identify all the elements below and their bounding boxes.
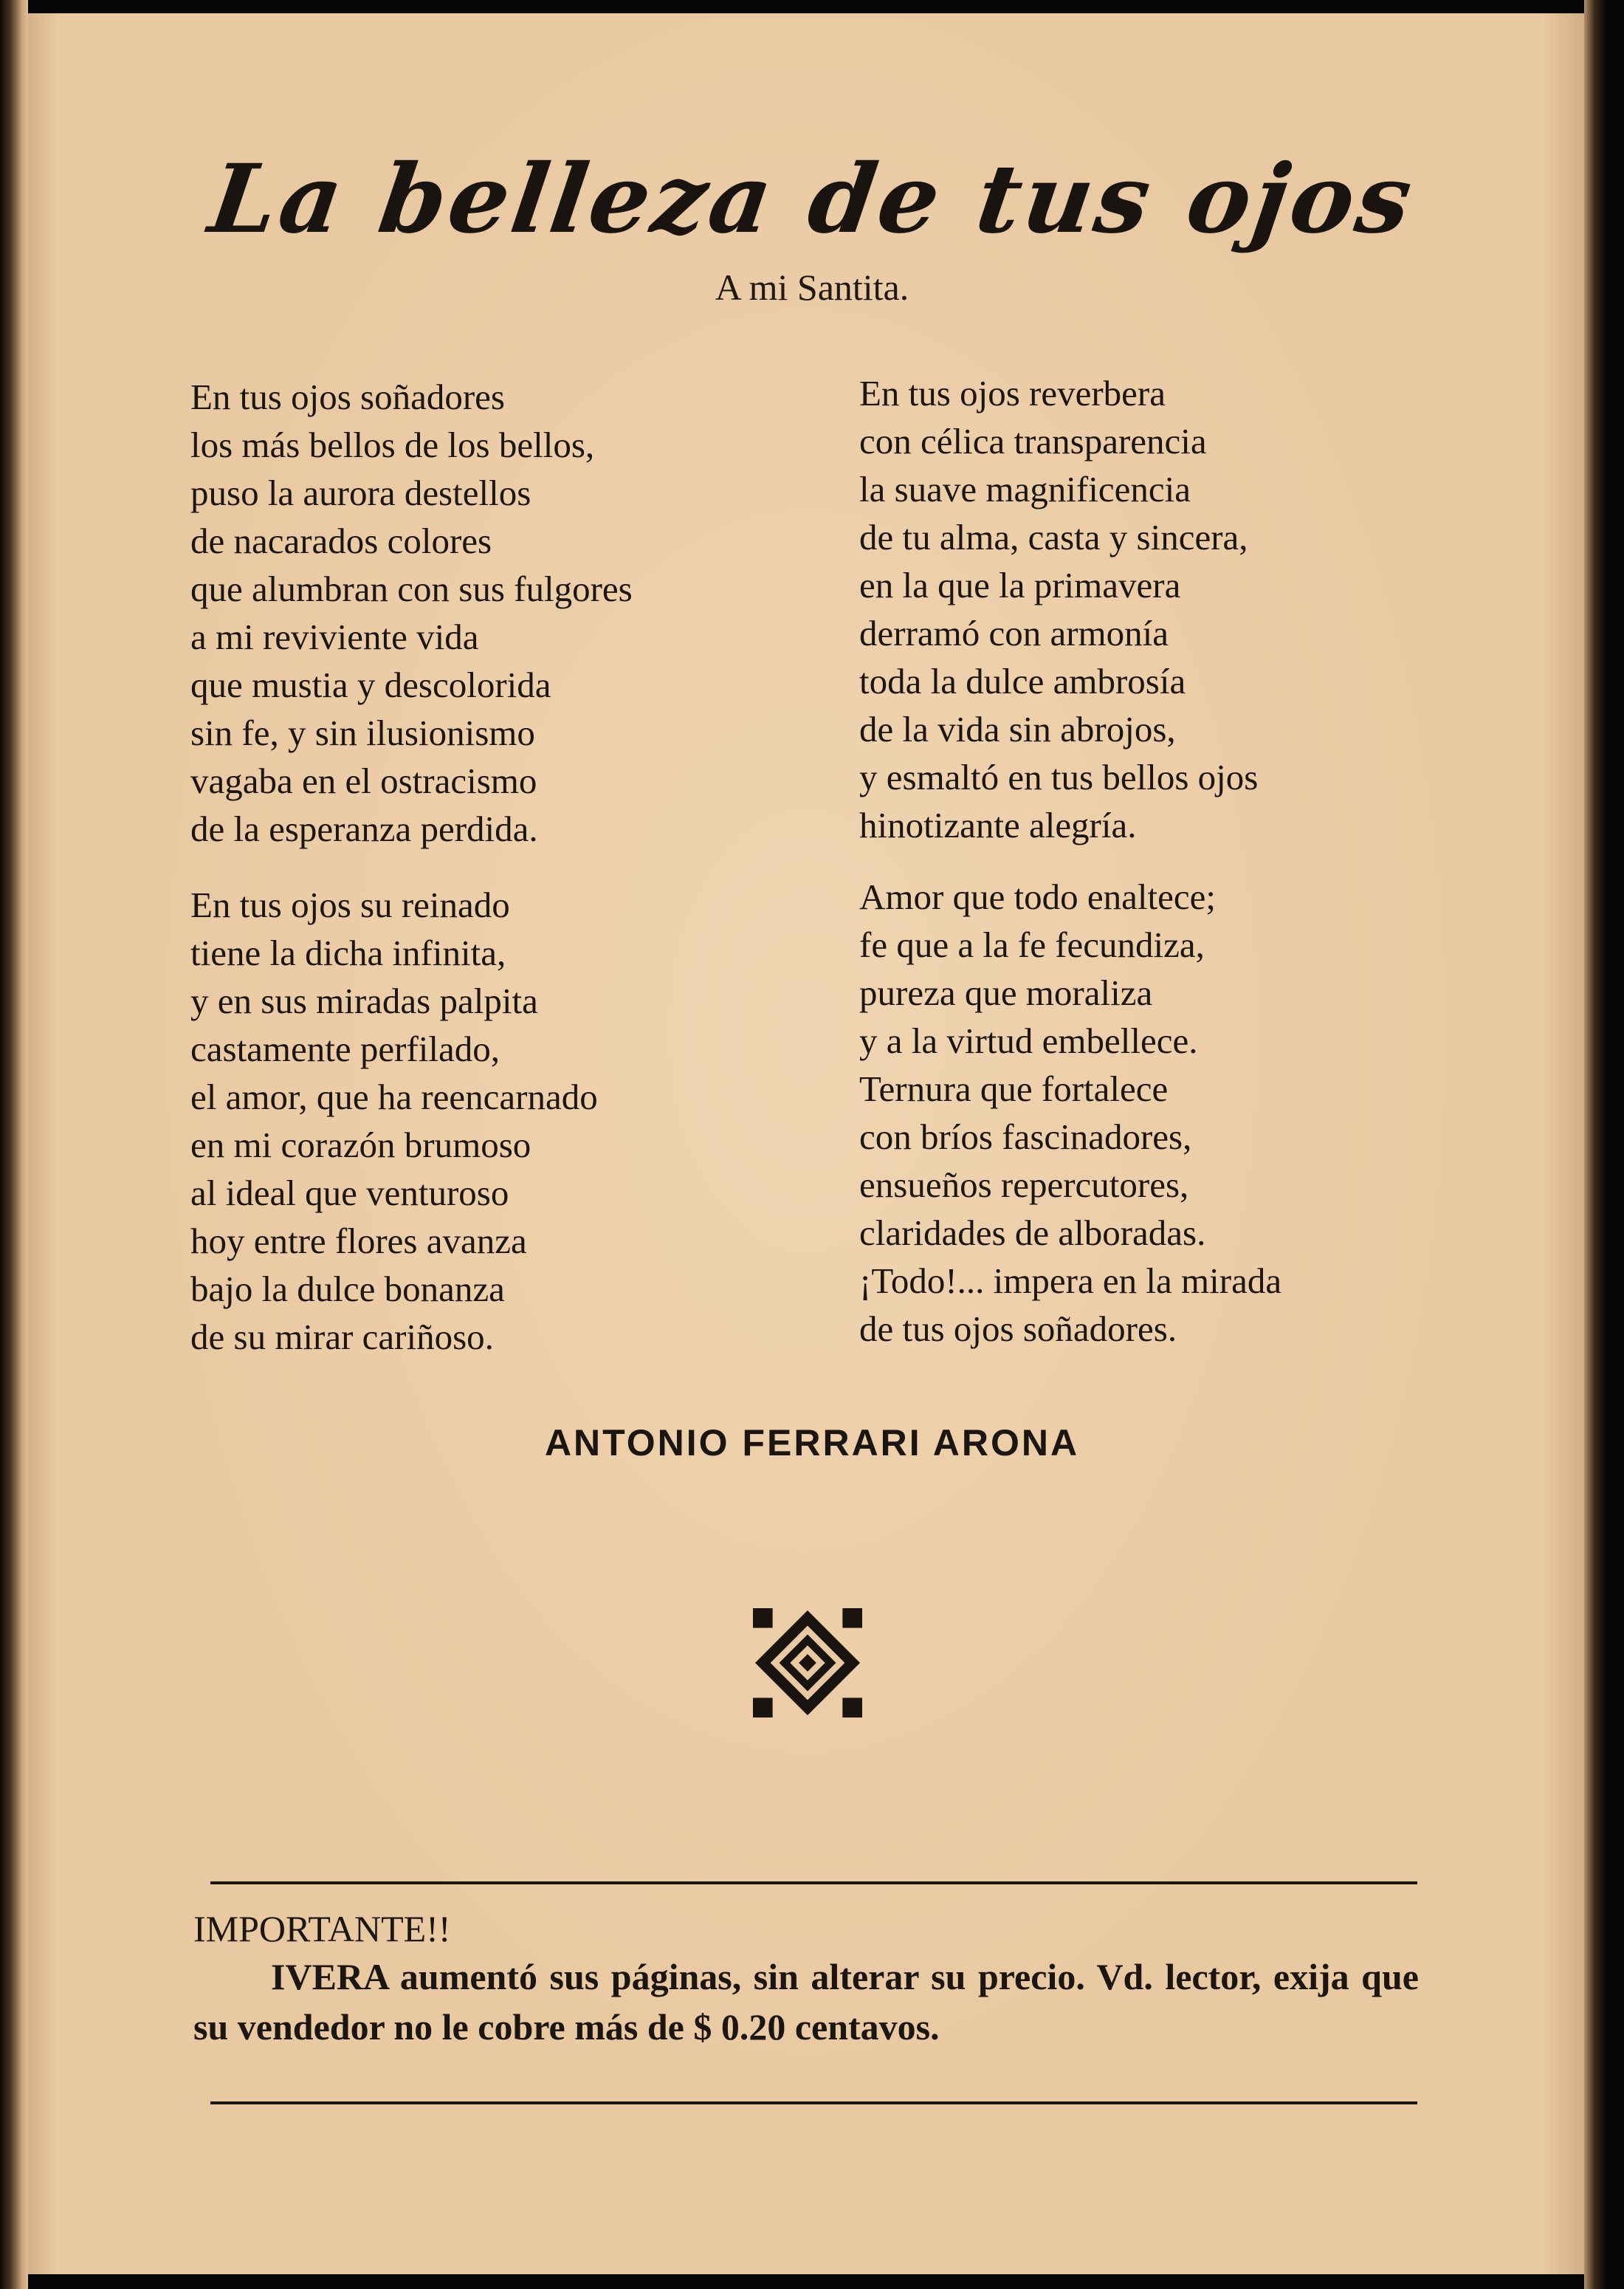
poem-line: castamente perfilado,	[190, 1029, 500, 1069]
poem-line: y a la virtud embellece.	[859, 1020, 1198, 1061]
poem-line: y en sus miradas palpita	[190, 981, 538, 1021]
poem-line: En tus ojos soñadores	[190, 377, 505, 417]
poem-line: ¡Todo!... impera en la mirada	[859, 1260, 1282, 1301]
divider-bottom	[210, 2101, 1417, 2104]
poem-line: con bríos fascinadores,	[859, 1116, 1192, 1157]
diamond-ornament-icon	[753, 1608, 862, 1717]
notice-text: IVERA aumentó sus páginas, sin alterar su precio. Vd. lector, exija que su vendedor no le cobre más de $ 0.20 centavos.	[193, 1956, 1419, 2048]
poem-line: de la vida sin abrojos,	[859, 709, 1176, 749]
poem-line: a mi reviviente vida	[190, 617, 479, 657]
poem-line: toda la dulce ambrosía	[859, 661, 1186, 701]
poem-line: los más bellos de los bellos,	[190, 425, 595, 465]
poem-line: puso la aurora destellos	[190, 473, 531, 513]
poem-line: En tus ojos reverbera	[859, 373, 1166, 413]
poem-line: ensueños repercutores,	[859, 1164, 1189, 1205]
notice-heading: IMPORTANTE!!	[193, 1908, 451, 1949]
poem-line: Ternura que fortalece	[859, 1068, 1169, 1109]
poem-line: hoy entre flores avanza	[190, 1221, 527, 1261]
poem-line: de tus ojos soñadores.	[859, 1308, 1177, 1349]
poem-line: al ideal que venturoso	[190, 1173, 509, 1213]
poem-line: la suave magnificencia	[859, 469, 1191, 509]
poem-line: en mi corazón brumoso	[190, 1125, 531, 1165]
poem-line: En tus ojos su reinado	[190, 885, 510, 925]
poem-line: fe que a la fe fecundiza,	[859, 924, 1205, 965]
poem-line: claridades de alboradas.	[859, 1212, 1206, 1253]
poem-line: pureza que moraliza	[859, 972, 1153, 1013]
poem-line: Amor que todo enaltece;	[859, 876, 1217, 917]
poem-line: tiene la dicha infinita,	[190, 933, 506, 973]
poem-line: de nacarados colores	[190, 521, 492, 561]
poem-line: de tu alma, casta y sincera,	[859, 517, 1248, 557]
poem-line: el amor, que ha reencarnado	[190, 1077, 598, 1117]
page-edge	[1584, 0, 1624, 2289]
poem-line: sin fe, y sin ilusionismo	[190, 713, 535, 753]
poem-line: de su mirar cariñoso.	[190, 1317, 494, 1357]
poem-line: derramó con armonía	[859, 613, 1169, 653]
divider-top	[210, 1881, 1417, 1884]
poem-line: y esmaltó en tus bellos ojos	[859, 757, 1259, 797]
poem-line: que alumbran con sus fulgores	[190, 569, 633, 609]
stanza-left-1	[190, 373, 633, 853]
poem-line: en la que la primavera	[859, 565, 1181, 605]
poem-line: con célica transparencia	[859, 421, 1207, 461]
poem-line: bajo la dulce bonanza	[190, 1269, 505, 1309]
author-name: ANTONIO FERRARI ARONA	[544, 1422, 1080, 1463]
poem-line: hinotizante alegría.	[859, 805, 1137, 845]
stanza-right-1	[859, 369, 1258, 849]
poem-dedication: A mi Santita.	[715, 267, 909, 308]
stanza-right-2	[859, 873, 1281, 1353]
page-gutter	[0, 0, 28, 2289]
notice-body	[193, 1952, 1419, 2052]
poem-title: La belleza de tus ojos	[203, 144, 1421, 255]
poem-line: que mustia y descolorida	[190, 665, 551, 705]
poem-line: vagaba en el ostracismo	[190, 761, 537, 801]
stanza-left-2	[190, 881, 598, 1361]
poem-line: de la esperanza perdida.	[190, 809, 538, 849]
